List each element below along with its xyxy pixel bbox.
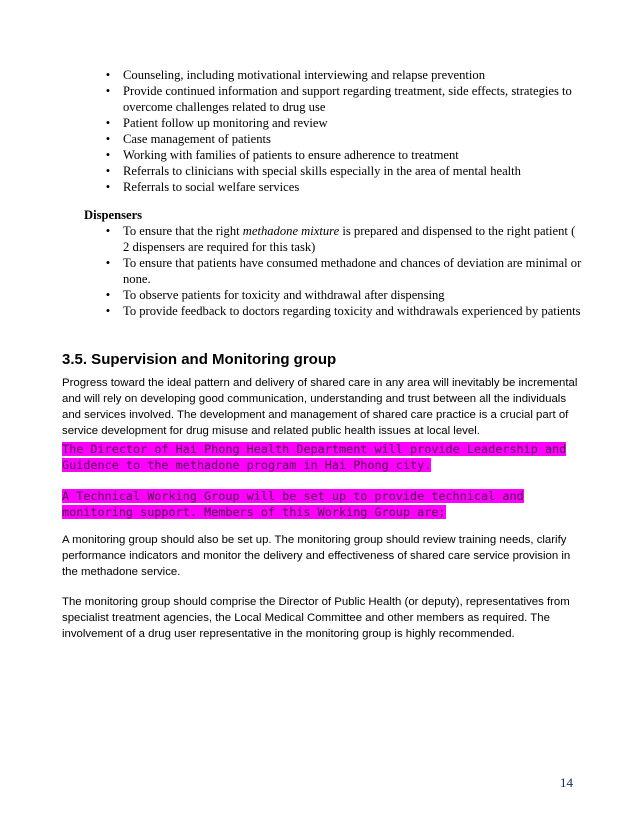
- highlighted-text: A Technical Working Group will be set up to provide technical and monitoring support. Members of this Working Group are;: [62, 489, 524, 519]
- list-item-text: Referrals to social welfare services: [123, 180, 300, 194]
- dispensers-list: [103, 223, 583, 319]
- paragraph-progress: Progress toward the ideal pattern and delivery of shared care in any area will inevitably be incremental and will rely on developing good communication, understanding and trust between all the individuals and services involved. The development and management of shared care practice is a crucial part of service development for drug misuse and related public health issues at local level.: [62, 377, 578, 437]
- bullet-icon: •: [105, 180, 111, 194]
- list-item: [103, 67, 583, 83]
- list-item: [103, 83, 583, 115]
- list-item-text: To provide feedback to doctors regarding toxicity and withdrawals experienced by patients: [123, 304, 581, 318]
- list-item: [103, 223, 583, 255]
- list-item: [103, 115, 583, 131]
- list-item: [103, 163, 583, 179]
- list-item: [103, 131, 583, 147]
- list-item-text: To ensure that patients have consumed methadone and chances of deviation are minimal or none.: [123, 256, 582, 286]
- bullet-icon: •: [105, 288, 111, 302]
- list-item-text: Counseling, including motivational interviewing and relapse prevention: [123, 68, 485, 82]
- paragraph-group-composition: The monitoring group should comprise the Director of Public Health (or deputy), representatives from specialist treatment agencies, the Local Medical Committee and other members as required. The involvement of a drug user representative in the monitoring group is highly recommended.: [62, 596, 570, 640]
- highlighted-paragraph-leadership: [62, 441, 582, 473]
- bullet-icon: •: [105, 132, 111, 146]
- bullet-icon: •: [105, 164, 111, 178]
- bullet-icon: •: [105, 304, 111, 318]
- list-item-text: Patient follow up monitoring and review: [123, 116, 328, 130]
- section-title: 3.5. Supervision and Monitoring group: [62, 351, 337, 368]
- list-item-text-end: is prepared and dispensed to the right patient ( 2 dispensers are required for this task): [123, 224, 576, 254]
- list-item-text: Case management of patients: [123, 132, 271, 146]
- list-item-text-start: To ensure that the right: [123, 224, 243, 238]
- list-item-text: To observe patients for toxicity and withdrawal after dispensing: [123, 288, 445, 302]
- list-item: [103, 287, 583, 303]
- page-number: 14: [560, 775, 573, 790]
- highlighted-paragraph-working-group: [62, 488, 582, 520]
- list-item: [103, 255, 583, 287]
- responsibilities-list: [103, 67, 583, 195]
- list-item-text: Working with families of patients to ensure adherence to treatment: [123, 148, 459, 162]
- highlighted-text: The Director of Hai Phong Health Department will provide Leadership and Guidence to the methadone program in Hai Phong city.: [62, 442, 567, 472]
- dispensers-heading: Dispensers: [84, 208, 143, 222]
- list-item-text: Referrals to clinicians with special skills especially in the area of mental health: [123, 164, 521, 178]
- bullet-icon: •: [105, 256, 111, 270]
- bullet-icon: •: [105, 68, 111, 82]
- list-item: [103, 147, 583, 163]
- methadone-mixture-emphasis: methadone mixture: [242, 224, 340, 238]
- bullet-icon: •: [105, 224, 111, 238]
- bullet-icon: •: [105, 116, 111, 130]
- bullet-icon: •: [105, 148, 111, 162]
- list-item-text: Provide continued information and support regarding treatment, side effects, strategies to overcome challenges related to drug use: [123, 84, 572, 114]
- bullet-icon: •: [105, 84, 111, 98]
- paragraph-monitoring-group: A monitoring group should also be set up. The monitoring group should review training needs, clarify performance indicators and monitor the delivery and effectiveness of shared care service provision in the methadone service.: [62, 534, 571, 578]
- list-item: [103, 179, 583, 195]
- list-item: [103, 303, 583, 319]
